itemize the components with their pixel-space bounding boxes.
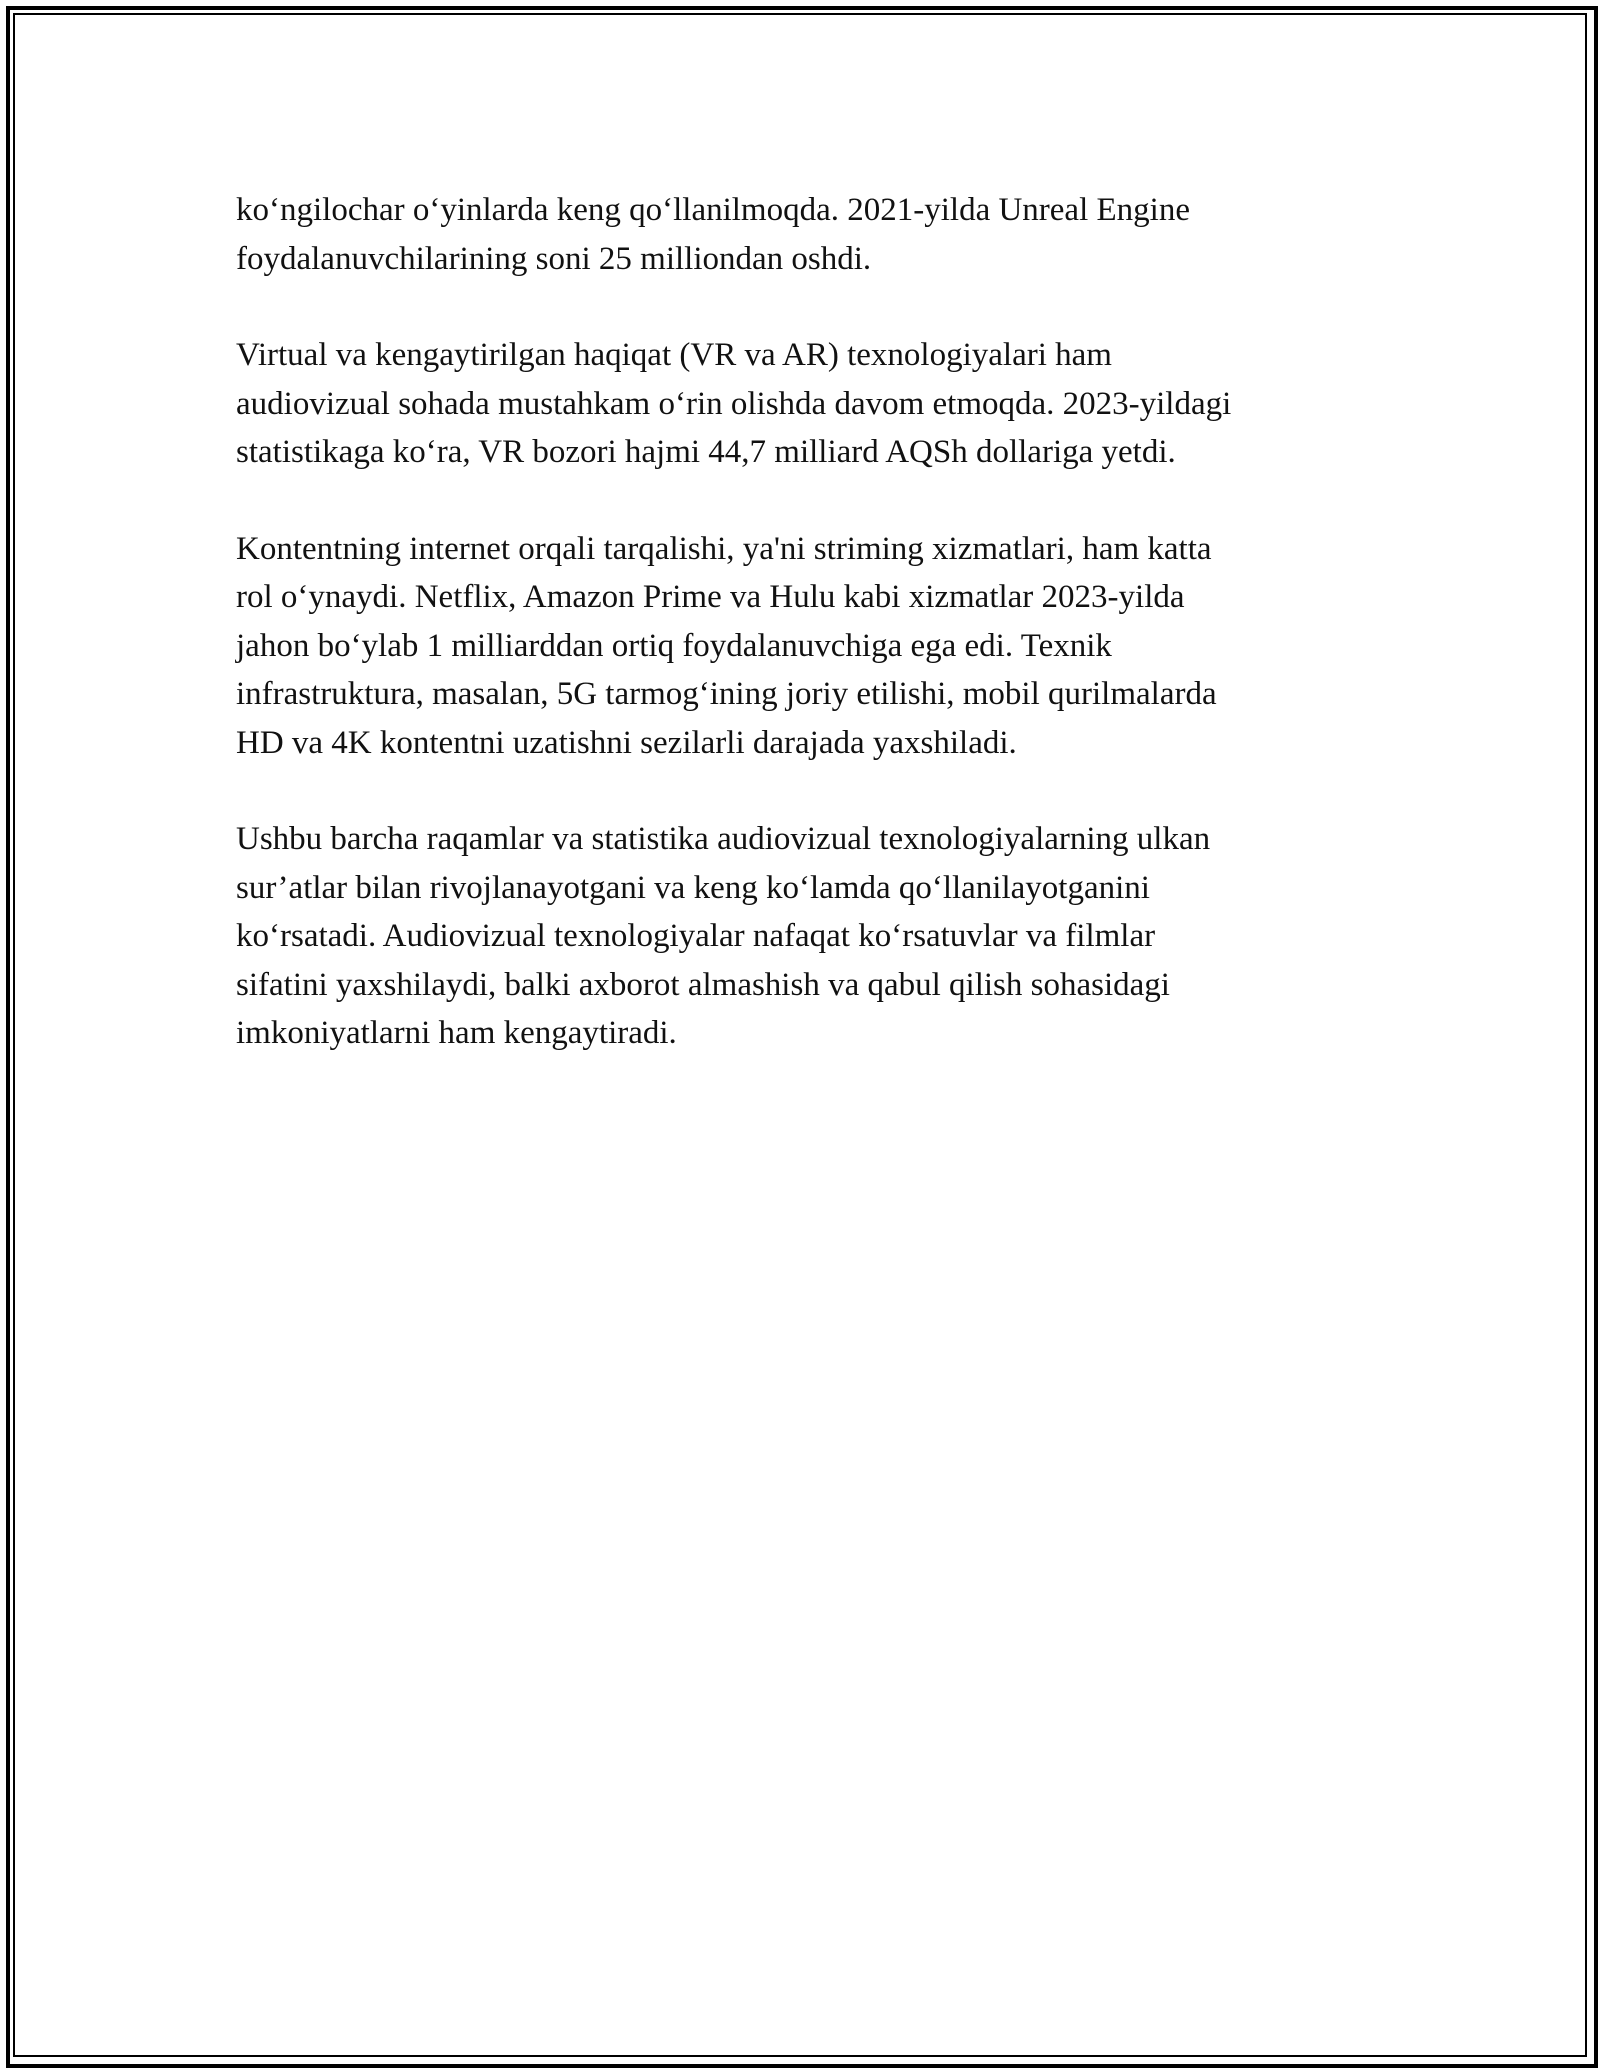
- document-body: [236, 186, 1366, 1106]
- paragraph-line: ko‘rsatadi. Audiovizual texnologiyalar nafaqat ko‘rsatuvlar va filmlar: [236, 918, 1156, 954]
- paragraph-line: audiovizual sohada mustahkam o‘rin olishda davom etmoqda. 2023-yildagi: [236, 385, 1232, 422]
- paragraph-line: Kontentning internet orqali tarqalishi, ya'ni striming xizmatlari, ham katta: [236, 530, 1212, 567]
- paragraph-4: [236, 815, 1366, 1058]
- paragraph-line: sifatini yaxshilaydi, balki axborot almashish va qabul qilish sohasidagi: [236, 966, 1170, 1003]
- paragraph-2: [236, 331, 1366, 477]
- paragraph-line: Virtual va kengaytirilgan haqiqat (VR va AR) texnologiyalari ham: [236, 337, 1112, 373]
- paragraph-line: HD va 4K kontentni uzatishni sezilarli darajada yaxshiladi.: [236, 724, 1017, 761]
- paragraph-line: imkoniyatlarni ham kengaytiradi.: [236, 1015, 677, 1051]
- paragraph-line: ko‘ngilochar o‘yinlarda keng qo‘llanilmoqda. 2021-yilda Unreal Engine: [236, 192, 1190, 228]
- paragraph-3: [236, 525, 1366, 768]
- paragraph-line: Ushbu barcha raqamlar va statistika audiovizual texnologiyalarning ulkan: [236, 821, 1211, 857]
- paragraph-line: jahon bo‘ylab 1 milliarddan ortiq foydalanuvchiga ega edi. Texnik: [236, 627, 1112, 664]
- paragraph-line: infrastruktura, masalan, 5G tarmog‘ining joriy etilishi, mobil qurilmalarda: [236, 676, 1217, 712]
- paragraph-line: rol o‘ynaydi. Netflix, Amazon Prime va Hulu kabi xizmatlar 2023-yilda: [236, 579, 1185, 615]
- paragraph-1: [236, 186, 1366, 283]
- paragraph-line: statistikaga ko‘ra, VR bozori hajmi 44,7 milliard AQSh dollariga yetdi.: [236, 434, 1176, 470]
- paragraph-line: sur’atlar bilan rivojlanayotgani va keng ko‘lamda qo‘llanilayotganini: [236, 869, 1150, 906]
- paragraph-line: foydalanuvchilarining soni 25 milliondan oshdi.: [236, 240, 872, 277]
